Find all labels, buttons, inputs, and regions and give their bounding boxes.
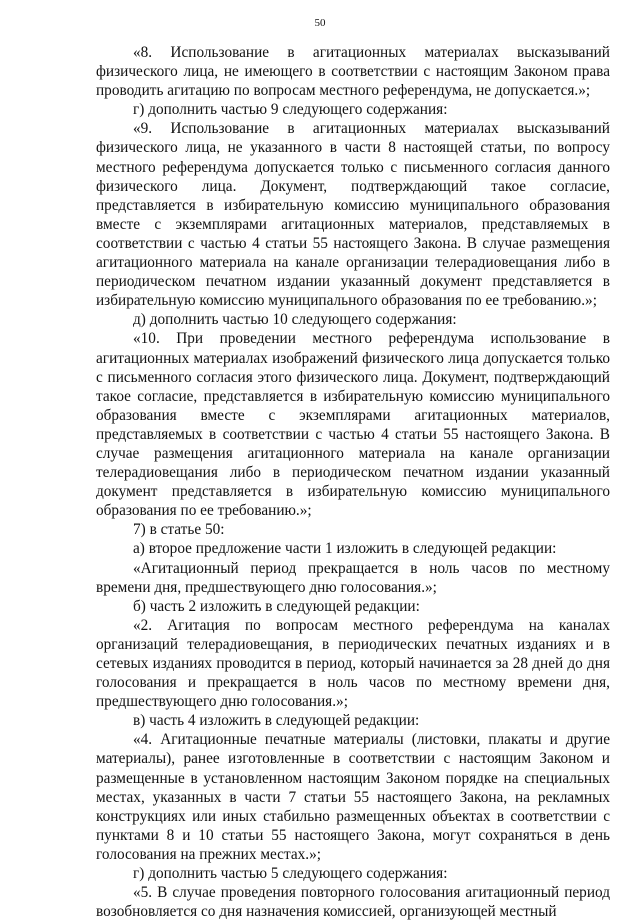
paragraph-part-10-text: «10. При проведении местного референдума использование в агитационных материалах изображений физического лица допускается только с письменного согласия этого физического лица. Документ, подтверждающий такое согласие, представляется в избирательную комиссию муниципального образования вместе с экземплярами агитационных материалов, представляемых в соответствии с частью 4 статьи 55 настоящего Закона. В случае размещения агитационного материала на канале организации телерадиовещания либо в периодическом печатном издании указанный документ представляется в избирательную комиссию муниципального образования по ее требованию.»; xyxy=(96,330,610,520)
paragraph-part-9-text: «9. Использование в агитационных материалах высказываний физического лица, не указанного в части 8 настоящей статьи, по вопросу местного референдума допускается только с письменного согласия данного физического лица. Документ, подтверждающий такое согласие, представляется в избирательную комиссию муниципального образования вместе с экземплярами агитационных материалов, представляемых в соответствии с частью 4 статьи 55 настоящего Закона. В случае размещения агитационного материала на канале организации телерадиовещания либо в периодическом печатном издании указанный документ представляется в избирательную комиссию муниципального образования по ее требованию.»; xyxy=(96,120,610,310)
page-number: 50 xyxy=(314,17,326,29)
paragraph-part-8-text: «8. Использование в агитационных материалах высказываний физического лица, не имеющего в соответствии с настоящим Законом права проводить агитацию по вопросам местного референдума, не допускается.»; xyxy=(96,44,610,100)
paragraph-part-2-text: «2. Агитация по вопросам местного референдума на каналах организаций телерадиовещания, в периодических печатных изданиях и в сетевых изданиях проводится в период, который начинается за 28 дней до дня голосования и прекращается в ноль часов по местному времени дня, предшествующего дню голосования.»; xyxy=(96,616,610,711)
paragraph-item-7-article-50: 7) в статье 50: xyxy=(133,521,225,539)
paragraph-part-4-text: «4. Агитационные печатные материалы (листовки, плакаты и другие материалы), ранее изготовленные в соответствии с настоящим Законом и размещенные в установленном настоящим Законом порядке на специальных местах, указанных в части 7 статьи 55 настоящего Закона, на рекламных конструкциях или иных стабильно размещенных объектах в соответствии с пунктами 8 и 10 статьи 55 настоящего Закона, могут сохраняться в день голосования на прежних местах.»; xyxy=(96,731,610,863)
paragraph-amend-b-part-2: б) часть 2 изложить в следующей редакции: xyxy=(133,597,420,615)
paragraph-amend-v-part-4: в) часть 4 изложить в следующей редакции: xyxy=(133,712,420,730)
paragraph-amend-g-part-9: г) дополнить частью 9 следующего содержания: xyxy=(133,101,448,119)
paragraph-amend-g-part-5: г) дополнить частью 5 следующего содержания: xyxy=(133,865,448,883)
paragraph-part-5-text: «5. В случае проведения повторного голосования агитационный период возобновляется со дня назначения комиссией, организующей местный xyxy=(96,884,610,921)
document-body xyxy=(96,43,610,921)
paragraph-amend-a-part-1: а) второе предложение части 1 изложить в следующей редакции: xyxy=(133,540,557,558)
paragraph-part-1-text: «Агитационный период прекращается в ноль часов по местному времени дня, предшествующего дню голосования.»; xyxy=(96,559,610,596)
paragraph-amend-d-part-10: д) дополнить частью 10 следующего содержания: xyxy=(133,311,457,329)
